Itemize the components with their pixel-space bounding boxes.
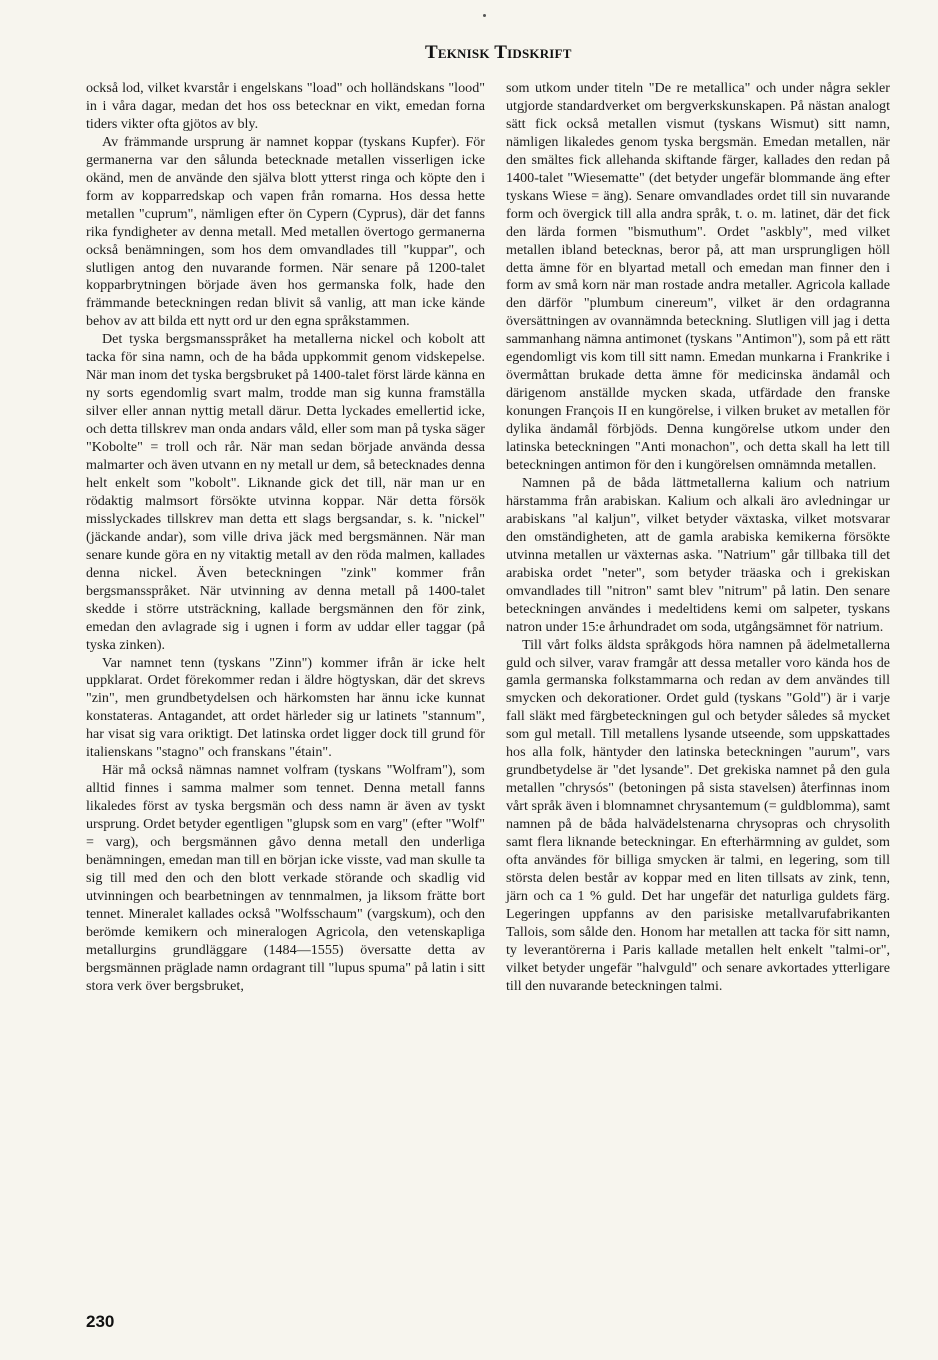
left-column — [86, 80, 485, 996]
paragraph: Här må också nämnas namnet volfram (tyskans "Wolfram"), som alltid finnes i samma malmer som tennet. Denna metall fanns likaledes först av tyska bergsmän och dess namn är även av tyskt ursprung. Ordet betyder egentligen "glupsk som en varg" (efter "Wolf" = varg), och bergsmännen gåvo denna metall den underliga benämningen, emedan man till en början icke visste, vad man skulle ta sig till med den och den blott verkade störande och skadlig vid utvinningen och bearbetningen av tennmalmen, ja liksom frätte bort tennet. Mineralet kallades också "Wolfsschaum" (vargskum), och den berömde kemikern och mineralogen Agricola, den vetenskapliga metallurgins grundläggare (1484—1555) översatte detta av bergsmännen präglade namn ordagrant till "lupus spuma" på latin i sitt stora verk över bergsbruket, — [86, 762, 485, 994]
right-column — [506, 80, 890, 996]
journal-title: Teknisk Tidskrift — [425, 42, 572, 63]
paragraph: Namnen på de båda lättmetallerna kalium och natrium härstamma från arabiskan. Kalium och alkali äro avledningar ur arabiskans "al kaljun", vilket betyder växtaska, vilket motsvarar den omständigheten, att de gamla arabiska kemikerna försökte utvinna metallen ur växternas aska. "Natrium" går tillbaka till det arabiska ordet "neter", som betyder träaska och i grekiskan omvandlades till "nitron" samt blev "nitrum" på latin. Den senare beteckningen användes i medeltidens kemi om salpeter, tyskans natron under 15:e århundradet om soda, utgångsämnet för natrium. — [506, 474, 890, 635]
print-mark — [483, 14, 486, 17]
page-number: 230 — [86, 1312, 115, 1331]
paragraph: Till vårt folks äldsta språkgods höra namnen på ädelmetallerna guld och silver, varav framgår att dessa metaller voro kända hos de gamla germanska folkstammarna och redan av dem användes till smycken och dekorationer. Ordet guld (tyskans "Gold") är i varje fall släkt med färgbeteckningen gul och betyder således så mycket som gul metall. Till metallens lysande utseende, som uppskattades hos alla folk, häntyder den latinska beteckningen "aurum", vars grundbetydelse är "det lysande". Det grekiska namnet på den gula metallen "chrysós" (betoningen på sista stavelsen) återfinnas inom vårt språk även i blomnamnet chrysantemum (= guldblomma), samt namnen på de båda halvädelstenarna chrysopras och chrysolith samt flera liknande beteckningar. En efterhärmning av guldet, som ofta användes för billiga smycken är talmi, en legering, som till största delen består av koppar med en liten tillsats av zink, tenn, järn och ca 1 % guld. Det har ungefär det naturliga guldets färg. Legeringen uppfanns av den parisiske metallvarufabrikanten Tallois, som sålde den. Honom har metallen att tacka för sitt namn, ty leverantörerna i Paris kallade metallen helt enkelt "talmi-or", vilket betyder ungefär "halvguld" och senare avkortades ytterligare till den nuvarande beteckningen talmi. — [506, 636, 890, 994]
paragraph: Var namnet tenn (tyskans "Zinn") kommer ifrån är icke helt uppklarat. Ordet förekommer redan i äldre högtyskan, där det skrevs "zin", men grundbetydelsen och härkomsten har ännu icke kunnat konstateras. Antagandet, att ordet härleder sig ur latinets "stannum", har visat sig vara oriktigt. Det latinska ordet ligger dock till grund för italienskans "stagno" och franskans "étain". — [86, 654, 485, 761]
paragraph: Det tyska bergsmansspråket ha metallerna nickel och kobolt att tacka för sina namn, och de ha båda uppkommit genom vidskepelse. När man inom det tyska bergsbruket på 1400-talet först lärde känna en ny sorts egendomlig svart malm, trodde man sig kunna framställa silver eller annan nyttig metall därur. Detta lyckades emellertid icke, och detta tillskrev man onda andars våld, eller som man på tyska säger "Kobolte" = troll och rår. När man sedan började använda dessa malmarter och även utvann en ny metall ur dem, så betecknades denna helt enkelt som "kobolt". Liknande gick det till, när man ur en rödaktig malmsort försökte utvinna koppar. När detta försök misslyckades tillskrev man detta ett slags bergsandar, s. k. "nickel" (jäckande andar), som ville driva jäck med bergsmännen. När man senare kunde göra en ny vitaktig metall av den röda malmen, kallades denna nickel. Även beteckningen "zink" kommer från bergsmansspråket. När utvinning av denna metall på 1400-talet skedde i större utsträckning, kallade bergsmännen den för zink, emedan den avlagrade sig i ugnen i form av uddar eller taggar (på tyska zinken). — [86, 331, 485, 653]
paragraph: Av främmande ursprung är namnet koppar (tyskans Kupfer). För germanerna var den sålunda betecknade metallen visserligen icke okänd, men de använde den själva blott ytterst ringa och köpte den i form av kopparredskap och vapen från romarna. Hos dessa hette metallen "cuprum", nämligen efter ön Cypern (Cyprus), där det fanns rika fyndigheter av denna metall. Med metallen övertogo germanerna också benämningen, som hos dem omvandlades till "kuppar", och slutligen antog den nuvarande formen. När senare på 1200-talet kopparbrytningen började även hos germanska folk, hade den främmande beteckningen redan blivit så vanlig, att man icke kände behov av att bilda ett nytt ord ur den egna språkstammen. — [86, 133, 485, 330]
paragraph: också lod, vilket kvarstår i engelskans "load" och holländskans "lood" in i våra dagar, medan det hos oss betecknar en vikt, emedan forna tiders vikter ofta gjötos av bly. — [86, 80, 485, 132]
paragraph: som utkom under titeln "De re metallica" och under några sekler utgjorde standardverket om bergverkskunskapen. På nästan analogt sätt fick också metallen vismut (tyskans Wismut) sitt namn, nämligen likaledes genom tyska bergsmän. Emedan metallen, när den smältes fick allehanda skiftande färger, kallades den redan på 1400-talet "Wiesematte" (det betyder ungefär blommande äng efter tyskans Wiese = äng). Senare omvandlades ordet till sin nuvarande form och övergick till alla andra språk, t. o. m. latinet, där det fick den lärda formen "bismuthum". Ordet "askbly", med vilket metallen ibland betecknas, beror på, att man ursprungligen höll detta ämne för en blyartad metall och emedan man finner den i form av små korn när man rostade andra metaller. Agricola kallade den därför "plumbum cinereum", vilket är den ordagranna översättningen av ovannämnda beteckning. Slutligen vill jag i detta sammanhang nämna antimonet (tyskans "Antimon"), som på ett rätt egendomligt vis kom till sitt namn. Emedan munkarna i Frankrike i övermåttan brukade detta ämne för medicinska ändamål och därigenom anställde mycken skada, utfärdade den franske konungen François II en kungörelse, i vilken bruket av metallen för dylika ändamål förbjöds. Denna kungörelse utkom under den latinska beteckningen "Anti monachon", och detta skall ha lett till beteckningen antimon för den i kungörelsen omnämnda metallen. — [506, 80, 890, 474]
